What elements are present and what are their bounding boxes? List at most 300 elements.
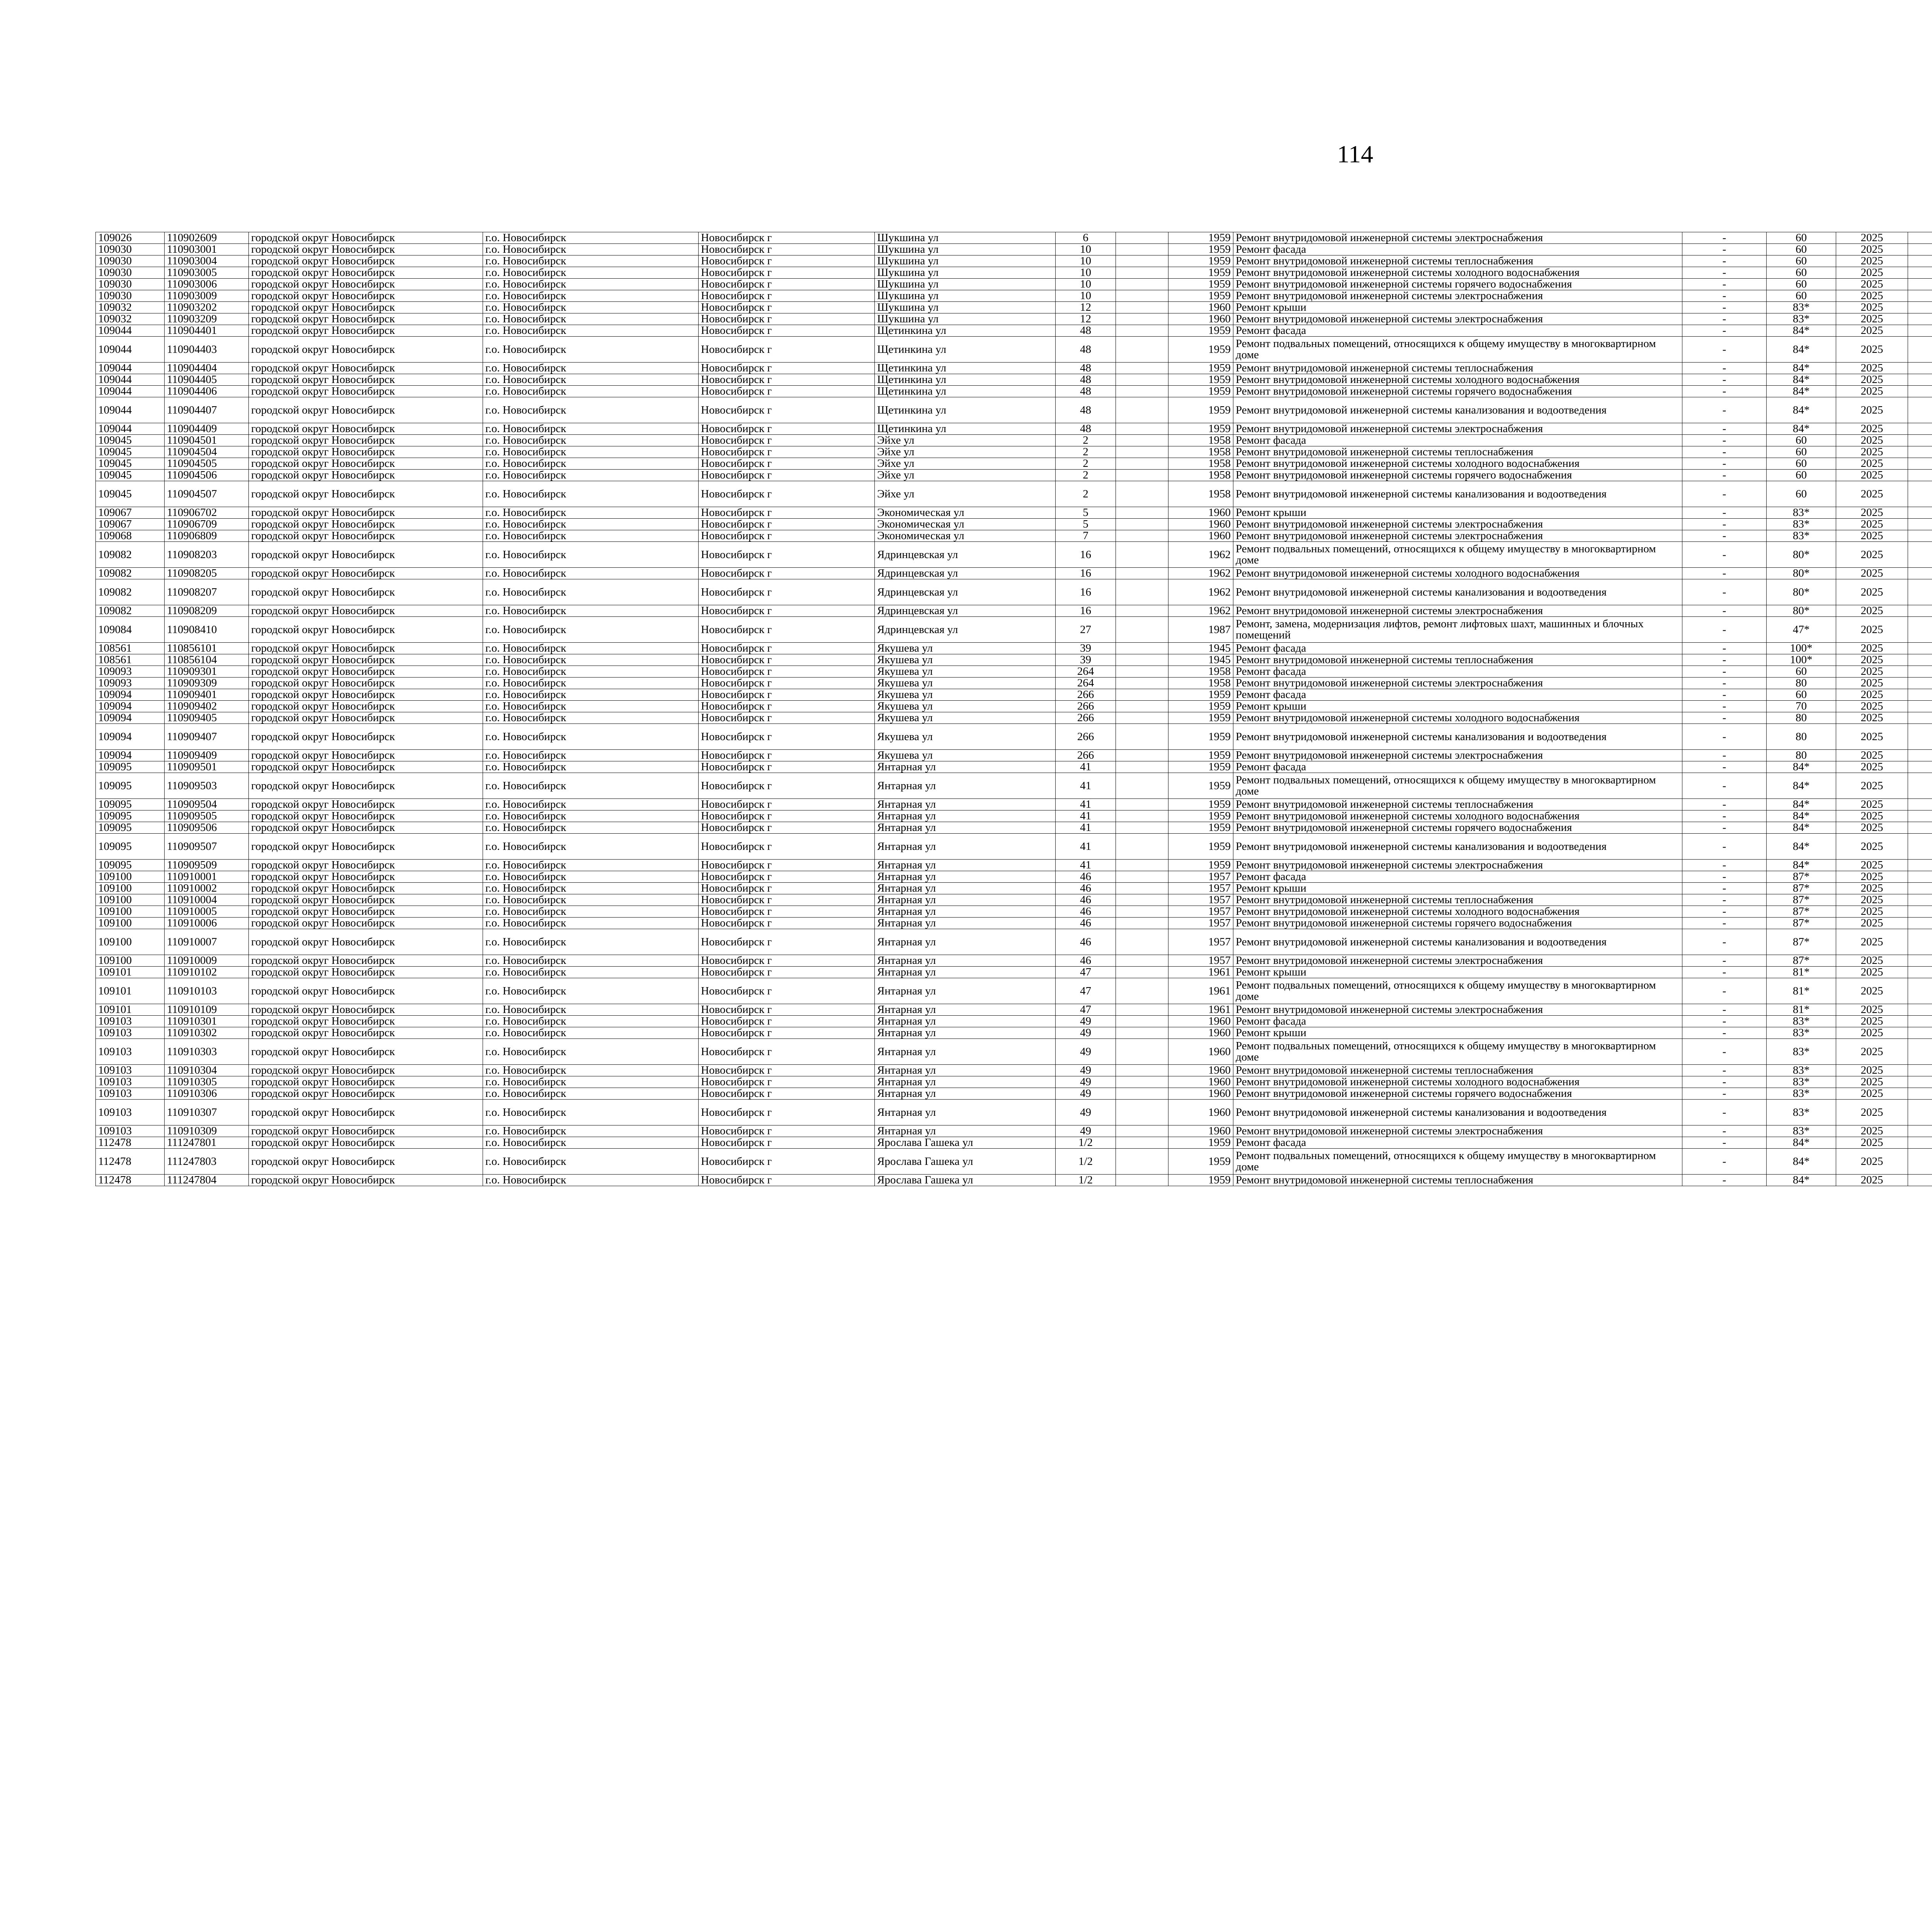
build-year-cell: 1958 bbox=[1168, 470, 1233, 481]
street-cell: Янтарная ул bbox=[875, 799, 1056, 810]
work-type-cell: Ремонт внутридомовой инженерной системы электроснабжения bbox=[1233, 423, 1682, 435]
build-year-cell: 1959 bbox=[1168, 773, 1233, 799]
house-id-cell: 109101 bbox=[96, 1004, 165, 1016]
blank-dash-cell: - bbox=[1682, 701, 1767, 712]
blank-dash-cell: - bbox=[1682, 244, 1767, 255]
work-type-cell: Ремонт внутридомовой инженерной системы электроснабжения bbox=[1233, 290, 1682, 302]
municipal-district-cell: г.о. Новосибирск bbox=[483, 481, 699, 507]
building-cell bbox=[1116, 860, 1168, 871]
locality-cell: Новосибирск г bbox=[699, 1100, 875, 1125]
plan-year-end-cell bbox=[1908, 423, 1932, 435]
street-cell: Шукшина ул bbox=[875, 290, 1056, 302]
plan-year-end-cell bbox=[1908, 363, 1932, 374]
work-type-cell: Ремонт фасада bbox=[1233, 689, 1682, 701]
wear-percent-cell: 60 bbox=[1767, 255, 1836, 267]
build-year-cell: 1957 bbox=[1168, 918, 1233, 929]
municipal-district-cell: г.о. Новосибирск bbox=[483, 834, 699, 860]
table-row bbox=[96, 435, 1932, 446]
object-id-cell: 110904406 bbox=[165, 386, 249, 397]
locality-cell: Новосибирск г bbox=[699, 435, 875, 446]
plan-year-end-cell bbox=[1908, 507, 1932, 519]
locality-cell: Новосибирск г bbox=[699, 929, 875, 955]
street-cell: Якушева ул bbox=[875, 724, 1056, 750]
building-cell bbox=[1116, 458, 1168, 470]
table-row bbox=[96, 1137, 1932, 1149]
street-cell: Якушева ул bbox=[875, 689, 1056, 701]
wear-percent-cell: 84* bbox=[1767, 386, 1836, 397]
house-number-cell: 2 bbox=[1056, 446, 1116, 458]
blank-dash-cell: - bbox=[1682, 290, 1767, 302]
table-row bbox=[96, 530, 1932, 542]
locality-cell: Новосибирск г bbox=[699, 337, 875, 363]
plan-year-end-cell bbox=[1908, 579, 1932, 605]
build-year-cell: 1961 bbox=[1168, 967, 1233, 978]
blank-dash-cell: - bbox=[1682, 446, 1767, 458]
wear-percent-cell: 83* bbox=[1767, 507, 1836, 519]
wear-percent-cell: 84* bbox=[1767, 1175, 1836, 1186]
building-cell bbox=[1116, 568, 1168, 579]
work-type-cell: Ремонт внутридомовой инженерной системы электроснабжения bbox=[1233, 860, 1682, 871]
municipal-district-cell: г.о. Новосибирск bbox=[483, 579, 699, 605]
house-id-cell: 109030 bbox=[96, 244, 165, 255]
street-cell: Шукшина ул bbox=[875, 232, 1056, 244]
build-year-cell: 1962 bbox=[1168, 542, 1233, 568]
municipality-cell: городской округ Новосибирск bbox=[249, 397, 483, 423]
work-type-cell: Ремонт внутридомовой инженерной системы горячего водоснабжения bbox=[1233, 279, 1682, 290]
municipal-district-cell: г.о. Новосибирск bbox=[483, 617, 699, 643]
municipality-cell: городской округ Новосибирск bbox=[249, 1100, 483, 1125]
wear-percent-cell: 84* bbox=[1767, 374, 1836, 386]
building-cell bbox=[1116, 232, 1168, 244]
blank-dash-cell: - bbox=[1682, 955, 1767, 967]
wear-percent-cell: 100* bbox=[1767, 643, 1836, 654]
build-year-cell: 1959 bbox=[1168, 834, 1233, 860]
street-cell: Янтарная ул bbox=[875, 773, 1056, 799]
wear-percent-cell: 83* bbox=[1767, 1027, 1836, 1039]
building-cell bbox=[1116, 955, 1168, 967]
work-type-cell: Ремонт крыши bbox=[1233, 967, 1682, 978]
house-number-cell: 12 bbox=[1056, 313, 1116, 325]
table-row bbox=[96, 1076, 1932, 1088]
wear-percent-cell: 60 bbox=[1767, 279, 1836, 290]
work-type-cell: Ремонт внутридомовой инженерной системы электроснабжения bbox=[1233, 1125, 1682, 1137]
work-type-cell: Ремонт внутридомовой инженерной системы теплоснабжения bbox=[1233, 255, 1682, 267]
blank-dash-cell: - bbox=[1682, 507, 1767, 519]
locality-cell: Новосибирск г bbox=[699, 313, 875, 325]
work-type-cell: Ремонт фасада bbox=[1233, 871, 1682, 883]
building-cell bbox=[1116, 1137, 1168, 1149]
house-id-cell: 109103 bbox=[96, 1100, 165, 1125]
object-id-cell: 110910006 bbox=[165, 918, 249, 929]
street-cell: Шукшина ул bbox=[875, 279, 1056, 290]
street-cell: Шукшина ул bbox=[875, 255, 1056, 267]
house-id-cell: 112478 bbox=[96, 1175, 165, 1186]
plan-year-start-cell: 2025 bbox=[1836, 643, 1908, 654]
blank-dash-cell: - bbox=[1682, 822, 1767, 834]
object-id-cell: 110903004 bbox=[165, 255, 249, 267]
build-year-cell: 1958 bbox=[1168, 446, 1233, 458]
house-id-cell: 109103 bbox=[96, 1125, 165, 1137]
table-row bbox=[96, 773, 1932, 799]
plan-year-start-cell: 2025 bbox=[1836, 617, 1908, 643]
wear-percent-cell: 80 bbox=[1767, 750, 1836, 761]
municipality-cell: городской округ Новосибирск bbox=[249, 871, 483, 883]
table-row bbox=[96, 643, 1932, 654]
street-cell: Янтарная ул bbox=[875, 822, 1056, 834]
table-row bbox=[96, 519, 1932, 530]
plan-year-end-cell bbox=[1908, 267, 1932, 279]
table-row bbox=[96, 978, 1932, 1004]
municipality-cell: городской округ Новосибирск bbox=[249, 750, 483, 761]
municipality-cell: городской округ Новосибирск bbox=[249, 955, 483, 967]
object-id-cell: 110904409 bbox=[165, 423, 249, 435]
house-id-cell: 109100 bbox=[96, 955, 165, 967]
blank-dash-cell: - bbox=[1682, 761, 1767, 773]
street-cell: Якушева ул bbox=[875, 678, 1056, 689]
locality-cell: Новосибирск г bbox=[699, 1004, 875, 1016]
house-number-cell: 49 bbox=[1056, 1027, 1116, 1039]
house-id-cell: 109030 bbox=[96, 290, 165, 302]
municipal-district-cell: г.о. Новосибирск bbox=[483, 423, 699, 435]
municipal-district-cell: г.о. Новосибирск bbox=[483, 363, 699, 374]
object-id-cell: 110910307 bbox=[165, 1100, 249, 1125]
build-year-cell: 1958 bbox=[1168, 481, 1233, 507]
plan-year-start-cell: 2025 bbox=[1836, 374, 1908, 386]
build-year-cell: 1960 bbox=[1168, 1076, 1233, 1088]
plan-year-start-cell: 2025 bbox=[1836, 568, 1908, 579]
table-row bbox=[96, 750, 1932, 761]
work-type-cell: Ремонт крыши bbox=[1233, 302, 1682, 313]
wear-percent-cell: 84* bbox=[1767, 799, 1836, 810]
object-id-cell: 111247801 bbox=[165, 1137, 249, 1149]
building-cell bbox=[1116, 530, 1168, 542]
build-year-cell: 1960 bbox=[1168, 507, 1233, 519]
house-number-cell: 27 bbox=[1056, 617, 1116, 643]
plan-year-start-cell: 2025 bbox=[1836, 712, 1908, 724]
table-row bbox=[96, 290, 1932, 302]
plan-year-end-cell bbox=[1908, 617, 1932, 643]
plan-year-end-cell bbox=[1908, 773, 1932, 799]
house-id-cell: 109082 bbox=[96, 579, 165, 605]
wear-percent-cell: 100* bbox=[1767, 654, 1836, 666]
municipality-cell: городской округ Новосибирск bbox=[249, 1065, 483, 1076]
house-number-cell: 1/2 bbox=[1056, 1149, 1116, 1175]
work-type-cell: Ремонт внутридомовой инженерной системы электроснабжения bbox=[1233, 605, 1682, 617]
blank-dash-cell: - bbox=[1682, 883, 1767, 894]
blank-dash-cell: - bbox=[1682, 302, 1767, 313]
street-cell: Янтарная ул bbox=[875, 1027, 1056, 1039]
work-type-cell: Ремонт внутридомовой инженерной системы электроснабжения bbox=[1233, 955, 1682, 967]
house-id-cell: 108561 bbox=[96, 643, 165, 654]
house-id-cell: 109044 bbox=[96, 337, 165, 363]
plan-year-end-cell bbox=[1908, 1039, 1932, 1065]
house-number-cell: 2 bbox=[1056, 435, 1116, 446]
build-year-cell: 1961 bbox=[1168, 978, 1233, 1004]
house-number-cell: 10 bbox=[1056, 290, 1116, 302]
build-year-cell: 1960 bbox=[1168, 1065, 1233, 1076]
locality-cell: Новосибирск г bbox=[699, 1039, 875, 1065]
object-id-cell: 110903009 bbox=[165, 290, 249, 302]
wear-percent-cell: 60 bbox=[1767, 446, 1836, 458]
house-number-cell: 48 bbox=[1056, 337, 1116, 363]
table-row bbox=[96, 302, 1932, 313]
municipality-cell: городской округ Новосибирск bbox=[249, 481, 483, 507]
house-id-cell: 109094 bbox=[96, 689, 165, 701]
house-number-cell: 48 bbox=[1056, 374, 1116, 386]
build-year-cell: 1959 bbox=[1168, 1137, 1233, 1149]
municipal-district-cell: г.о. Новосибирск bbox=[483, 244, 699, 255]
house-number-cell: 46 bbox=[1056, 906, 1116, 918]
work-type-cell: Ремонт внутридомовой инженерной системы теплоснабжения bbox=[1233, 1065, 1682, 1076]
locality-cell: Новосибирск г bbox=[699, 955, 875, 967]
plan-year-end-cell bbox=[1908, 689, 1932, 701]
wear-percent-cell: 87* bbox=[1767, 929, 1836, 955]
house-id-cell: 109103 bbox=[96, 1039, 165, 1065]
street-cell: Янтарная ул bbox=[875, 834, 1056, 860]
build-year-cell: 1945 bbox=[1168, 654, 1233, 666]
blank-dash-cell: - bbox=[1682, 860, 1767, 871]
table-row bbox=[96, 1027, 1932, 1039]
object-id-cell: 110909401 bbox=[165, 689, 249, 701]
building-cell bbox=[1116, 423, 1168, 435]
table-row bbox=[96, 1039, 1932, 1065]
street-cell: Янтарная ул bbox=[875, 1065, 1056, 1076]
house-number-cell: 41 bbox=[1056, 761, 1116, 773]
municipal-district-cell: г.о. Новосибирск bbox=[483, 279, 699, 290]
plan-year-end-cell bbox=[1908, 397, 1932, 423]
build-year-cell: 1961 bbox=[1168, 1004, 1233, 1016]
build-year-cell: 1957 bbox=[1168, 929, 1233, 955]
plan-year-start-cell: 2025 bbox=[1836, 929, 1908, 955]
table-row bbox=[96, 701, 1932, 712]
municipality-cell: городской округ Новосибирск bbox=[249, 761, 483, 773]
plan-year-start-cell: 2025 bbox=[1836, 232, 1908, 244]
building-cell bbox=[1116, 363, 1168, 374]
municipal-district-cell: г.о. Новосибирск bbox=[483, 701, 699, 712]
table-row bbox=[96, 799, 1932, 810]
work-type-cell: Ремонт внутридомовой инженерной системы электроснабжения bbox=[1233, 313, 1682, 325]
municipality-cell: городской округ Новосибирск bbox=[249, 724, 483, 750]
municipal-district-cell: г.о. Новосибирск bbox=[483, 1016, 699, 1027]
table-row bbox=[96, 617, 1932, 643]
house-id-cell: 109045 bbox=[96, 435, 165, 446]
house-id-cell: 109100 bbox=[96, 918, 165, 929]
work-type-cell: Ремонт подвальных помещений, относящихся к общему имуществу в многоквартирном доме bbox=[1233, 1149, 1682, 1175]
house-id-cell: 109044 bbox=[96, 374, 165, 386]
house-id-cell: 109103 bbox=[96, 1027, 165, 1039]
municipality-cell: городской округ Новосибирск bbox=[249, 822, 483, 834]
locality-cell: Новосибирск г bbox=[699, 530, 875, 542]
building-cell bbox=[1116, 1100, 1168, 1125]
house-number-cell: 49 bbox=[1056, 1016, 1116, 1027]
municipal-district-cell: г.о. Новосибирск bbox=[483, 761, 699, 773]
municipal-district-cell: г.о. Новосибирск bbox=[483, 542, 699, 568]
table-row bbox=[96, 470, 1932, 481]
building-cell bbox=[1116, 750, 1168, 761]
work-type-cell: Ремонт внутридомовой инженерной системы электроснабжения bbox=[1233, 750, 1682, 761]
object-id-cell: 110910306 bbox=[165, 1088, 249, 1100]
building-cell bbox=[1116, 773, 1168, 799]
house-id-cell: 109100 bbox=[96, 894, 165, 906]
municipality-cell: городской округ Новосибирск bbox=[249, 654, 483, 666]
blank-dash-cell: - bbox=[1682, 470, 1767, 481]
blank-dash-cell: - bbox=[1682, 1039, 1767, 1065]
object-id-cell: 110906709 bbox=[165, 519, 249, 530]
municipality-cell: городской округ Новосибирск bbox=[249, 279, 483, 290]
build-year-cell: 1960 bbox=[1168, 530, 1233, 542]
street-cell: Шукшина ул bbox=[875, 267, 1056, 279]
house-id-cell: 109095 bbox=[96, 773, 165, 799]
house-number-cell: 49 bbox=[1056, 1065, 1116, 1076]
house-number-cell: 48 bbox=[1056, 397, 1116, 423]
municipality-cell: городской округ Новосибирск bbox=[249, 617, 483, 643]
municipal-district-cell: г.о. Новосибирск bbox=[483, 302, 699, 313]
blank-dash-cell: - bbox=[1682, 1100, 1767, 1125]
build-year-cell: 1959 bbox=[1168, 1149, 1233, 1175]
plan-year-start-cell: 2025 bbox=[1836, 267, 1908, 279]
municipal-district-cell: г.о. Новосибирск bbox=[483, 654, 699, 666]
municipal-district-cell: г.о. Новосибирск bbox=[483, 1027, 699, 1039]
building-cell bbox=[1116, 279, 1168, 290]
wear-percent-cell: 83* bbox=[1767, 1125, 1836, 1137]
municipality-cell: городской округ Новосибирск bbox=[249, 773, 483, 799]
house-id-cell: 109068 bbox=[96, 530, 165, 542]
plan-year-end-cell bbox=[1908, 883, 1932, 894]
house-id-cell: 109103 bbox=[96, 1065, 165, 1076]
municipality-cell: городской округ Новосибирск bbox=[249, 810, 483, 822]
plan-year-start-cell: 2025 bbox=[1836, 1125, 1908, 1137]
object-id-cell: 110909505 bbox=[165, 810, 249, 822]
plan-year-start-cell: 2025 bbox=[1836, 337, 1908, 363]
table-row bbox=[96, 918, 1932, 929]
blank-dash-cell: - bbox=[1682, 978, 1767, 1004]
plan-year-start-cell: 2025 bbox=[1836, 279, 1908, 290]
blank-dash-cell: - bbox=[1682, 906, 1767, 918]
object-id-cell: 110909409 bbox=[165, 750, 249, 761]
work-type-cell: Ремонт внутридомовой инженерной системы горячего водоснабжения bbox=[1233, 918, 1682, 929]
street-cell: Щетинкина ул bbox=[875, 325, 1056, 337]
house-number-cell: 41 bbox=[1056, 773, 1116, 799]
build-year-cell: 1959 bbox=[1168, 724, 1233, 750]
plan-year-end-cell bbox=[1908, 374, 1932, 386]
street-cell: Ярослава Гашека ул bbox=[875, 1137, 1056, 1149]
municipality-cell: городской округ Новосибирск bbox=[249, 446, 483, 458]
plan-year-start-cell: 2025 bbox=[1836, 1175, 1908, 1186]
municipal-district-cell: г.о. Новосибирск bbox=[483, 1039, 699, 1065]
house-number-cell: 48 bbox=[1056, 363, 1116, 374]
work-type-cell: Ремонт внутридомовой инженерной системы горячего водоснабжения bbox=[1233, 1088, 1682, 1100]
object-id-cell: 110904505 bbox=[165, 458, 249, 470]
building-cell bbox=[1116, 325, 1168, 337]
street-cell: Экономическая ул bbox=[875, 530, 1056, 542]
municipal-district-cell: г.о. Новосибирск bbox=[483, 1137, 699, 1149]
street-cell: Щетинкина ул bbox=[875, 337, 1056, 363]
street-cell: Янтарная ул bbox=[875, 1100, 1056, 1125]
blank-dash-cell: - bbox=[1682, 724, 1767, 750]
plan-year-end-cell bbox=[1908, 1175, 1932, 1186]
street-cell: Янтарная ул bbox=[875, 810, 1056, 822]
municipal-district-cell: г.о. Новосибирск bbox=[483, 507, 699, 519]
build-year-cell: 1959 bbox=[1168, 822, 1233, 834]
plan-year-start-cell: 2025 bbox=[1836, 761, 1908, 773]
building-cell bbox=[1116, 337, 1168, 363]
object-id-cell: 110910103 bbox=[165, 978, 249, 1004]
house-id-cell: 109026 bbox=[96, 232, 165, 244]
work-type-cell: Ремонт крыши bbox=[1233, 883, 1682, 894]
street-cell: Ядринцевская ул bbox=[875, 542, 1056, 568]
house-number-cell: 49 bbox=[1056, 1039, 1116, 1065]
plan-year-end-cell bbox=[1908, 678, 1932, 689]
house-id-cell: 109094 bbox=[96, 701, 165, 712]
municipal-district-cell: г.о. Новосибирск bbox=[483, 337, 699, 363]
capital-repair-table bbox=[95, 232, 1932, 1186]
municipality-cell: городской округ Новосибирск bbox=[249, 507, 483, 519]
blank-dash-cell: - bbox=[1682, 397, 1767, 423]
plan-year-end-cell bbox=[1908, 761, 1932, 773]
table-row bbox=[96, 883, 1932, 894]
blank-dash-cell: - bbox=[1682, 374, 1767, 386]
wear-percent-cell: 83* bbox=[1767, 1088, 1836, 1100]
build-year-cell: 1957 bbox=[1168, 871, 1233, 883]
plan-year-start-cell: 2025 bbox=[1836, 1016, 1908, 1027]
house-id-cell: 109103 bbox=[96, 1076, 165, 1088]
plan-year-end-cell bbox=[1908, 1016, 1932, 1027]
municipal-district-cell: г.о. Новосибирск bbox=[483, 918, 699, 929]
wear-percent-cell: 60 bbox=[1767, 689, 1836, 701]
house-number-cell: 39 bbox=[1056, 643, 1116, 654]
table-row bbox=[96, 446, 1932, 458]
building-cell bbox=[1116, 313, 1168, 325]
municipality-cell: городской округ Новосибирск bbox=[249, 435, 483, 446]
street-cell: Щетинкина ул bbox=[875, 374, 1056, 386]
municipal-district-cell: г.о. Новосибирск bbox=[483, 1149, 699, 1175]
wear-percent-cell: 84* bbox=[1767, 773, 1836, 799]
plan-year-start-cell: 2025 bbox=[1836, 446, 1908, 458]
locality-cell: Новосибирск г bbox=[699, 244, 875, 255]
street-cell: Экономическая ул bbox=[875, 507, 1056, 519]
municipality-cell: городской округ Новосибирск bbox=[249, 325, 483, 337]
house-number-cell: 49 bbox=[1056, 1076, 1116, 1088]
building-cell bbox=[1116, 871, 1168, 883]
table-row bbox=[96, 386, 1932, 397]
house-id-cell: 109101 bbox=[96, 978, 165, 1004]
table-row bbox=[96, 313, 1932, 325]
municipality-cell: городской округ Новосибирск bbox=[249, 1004, 483, 1016]
house-id-cell: 109045 bbox=[96, 446, 165, 458]
municipal-district-cell: г.о. Новосибирск bbox=[483, 386, 699, 397]
locality-cell: Новосибирск г bbox=[699, 1137, 875, 1149]
street-cell: Якушева ул bbox=[875, 712, 1056, 724]
object-id-cell: 110908410 bbox=[165, 617, 249, 643]
wear-percent-cell: 80* bbox=[1767, 605, 1836, 617]
building-cell bbox=[1116, 617, 1168, 643]
locality-cell: Новосибирск г bbox=[699, 1088, 875, 1100]
work-type-cell: Ремонт внутридомовой инженерной системы холодного водоснабжения bbox=[1233, 1076, 1682, 1088]
house-number-cell: 49 bbox=[1056, 1088, 1116, 1100]
object-id-cell: 110909503 bbox=[165, 773, 249, 799]
plan-year-start-cell: 2025 bbox=[1836, 918, 1908, 929]
object-id-cell: 110910309 bbox=[165, 1125, 249, 1137]
municipality-cell: городской округ Новосибирск bbox=[249, 605, 483, 617]
house-number-cell: 5 bbox=[1056, 507, 1116, 519]
building-cell bbox=[1116, 1076, 1168, 1088]
municipality-cell: городской округ Новосибирск bbox=[249, 894, 483, 906]
object-id-cell: 110903202 bbox=[165, 302, 249, 313]
table-row bbox=[96, 579, 1932, 605]
building-cell bbox=[1116, 810, 1168, 822]
blank-dash-cell: - bbox=[1682, 834, 1767, 860]
locality-cell: Новосибирск г bbox=[699, 643, 875, 654]
